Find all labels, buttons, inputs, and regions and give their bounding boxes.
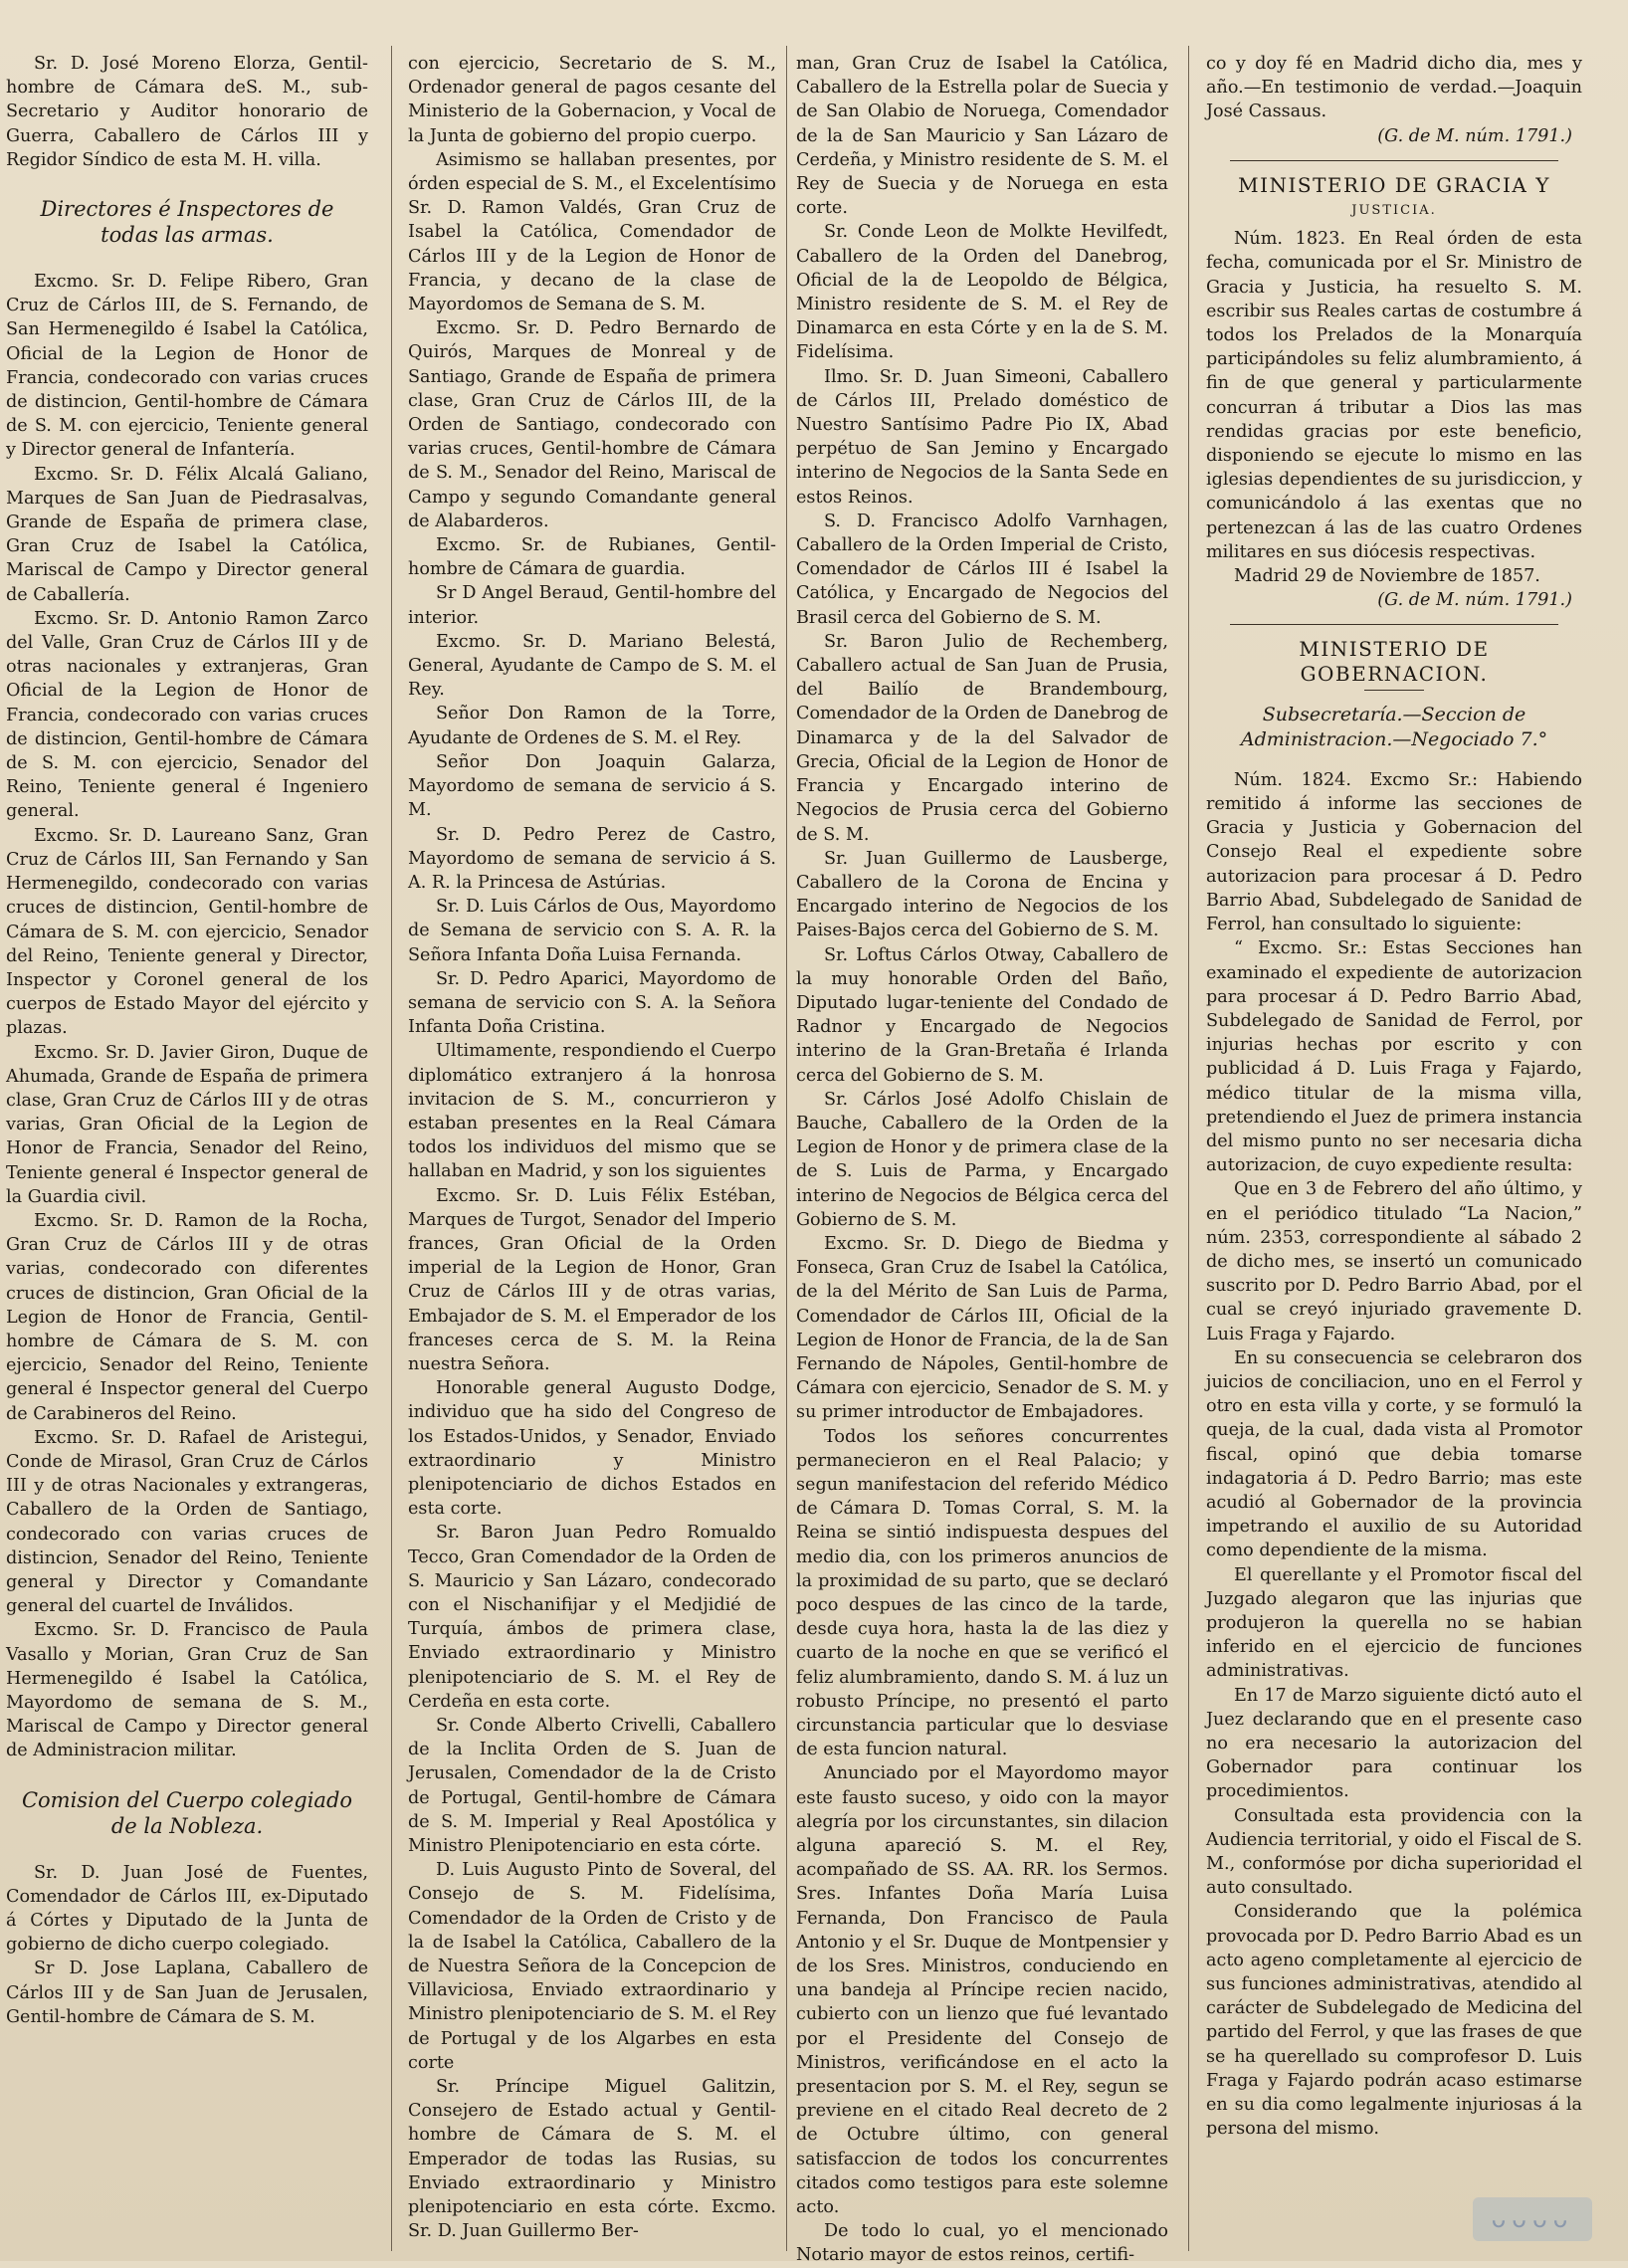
column-rule xyxy=(1188,46,1189,2251)
paragraph: S. D. Francisco Adolfo Varnhagen, Caballero de la Orden Imperial de Cristo, Comendador de Cárlos III é Isabel la Católica, y Encargado de Negocios del Brasil cerca del Gobierno de S. M. xyxy=(796,511,1168,628)
paragraph: Excmo. Sr. D. Laureano Sanz, Gran Cruz de Cárlos III, San Fernando y San Hermenegildo, condecorado con varias cruces de distincion, Gentil-hombre de Cámara de S. M. con ejercicio, Senador del Reino, Teniente general y Director, Inspector y Coronel general de los cuerpos de Estado Mayor del ejército y plazas. xyxy=(6,825,368,1039)
paragraph: con ejercicio, Secretario de S. M., Ordenador general de pagos cesante del Ministerio de la Gobernacion, y Vocal de la Junta de gobierno del propio cuerpo. xyxy=(408,54,776,146)
paragraph: Señor Don Ramon de la Torre, Ayudante de Ordenes de S. M. el Rey. xyxy=(408,704,776,748)
divider xyxy=(1364,690,1424,691)
paragraph: Excmo. Sr. D. Javier Giron, Duque de Ahumada, Grande de España de primera clase, Gran Cruz de Cárlos III y de otras varias, Gran Oficial de la Legion de Honor de Francia, Senador del Reino, Teniente general é Inspector general de la Guardia civil. xyxy=(6,1042,368,1207)
paragraph: Excmo. Sr. D. Felipe Ribero, Gran Cruz de Cárlos III, de S. Fernando, de San Hermenegildo é Isabel la Católica, Oficial de la Legion de Honor de Francia, condecorado con varias cruces de distincion, Gentil-hombre de Cámara de S. M. con ejercicio, Teniente general y Director general de Infantería. xyxy=(6,272,368,461)
paragraph: Sr. Cárlos José Adolfo Chislain de Bauche, Caballero de la Orden de la Legion de Honor y de primera clase de la de S. Luis de Parma, y Encargado interino de Negocios de Bélgica cerca del Gobierno de S. M. xyxy=(796,1089,1168,1230)
paragraph: Que en 3 de Febrero del año último, y en el periódico titulado “La Nacion,” núm. 2353, correspondiente al sábado 2 de dicho mes, se insertó un comunicado suscrito por D. Pedro Barrio Abad, por el cual se creyó injuriado gravemente D. Luis Fraga y Fajardo. xyxy=(1206,1179,1582,1344)
ministry-heading xyxy=(1206,173,1582,223)
paragraph: Excmo. Sr. D. Antonio Ramon Zarco del Valle, Gran Cruz de Cárlos III y de otras nacionales y extranjeras, Gran Oficial de la Legion de Honor de Francia, condecorado con varias cruces de distincion, Gentil-hombre de Cámara de S. M. con ejercicio, Senador del Reino, Teniente general é Ingeniero general. xyxy=(6,608,368,822)
paragraph: Excmo. Sr. D. Ramon de la Rocha, Gran Cruz de Cárlos III y de otras varias, condecorado con diferentes cruces de distincion, Gran Oficial de la Legion de Honor de Francia, Gentil-hombre de Cámara de S. M. con ejercicio, Senador del Reino, Teniente general é Inspector general del Cuerpo de Carabineros del Reino. xyxy=(6,1210,368,1424)
paragraph: Considerando que la polémica provocada por D. Pedro Barrio Abad es un acto ageno completamente al ejercicio de sus funciones administrativas, atendido al carácter de Subdelegado de Medicina del partido del Ferrol, y que las frases de que se ha querellado su comprofesor D. Luis Fraga y Fajardo podrán acaso estimarse en su dia como legalmente injuriosas á la persona del mismo. xyxy=(1206,1902,1582,2140)
paragraph: Anunciado por el Mayordomo mayor este fausto suceso, y oido con la mayor alegría por los circunstantes, sin dilacion alguna apareció S. M. el Rey, acompañado de SS. AA. RR. los Sermos. Sres. Infantes Doña María Luisa Fernanda, Don Francisco de Paula Antonio y el Sr. Duque de Montpensier y de los Sres. Ministros, conduciendo en una bandeja al Príncipe recien nacido, cubierto con un lienzo que fué levantado por el Presidente del Consejo de Ministros, verificándose en el acto la presentacion por S. M. el Rey, segun se previene en el citado Real decreto de 2 de Octubre último, con general satisfaccion de todos los concurrentes citados como testigos para este solemne acto. xyxy=(796,1763,1168,2218)
paragraph: Madrid 29 de Noviembre de 1857. xyxy=(1234,566,1540,587)
paragraph: Honorable general Augusto Dodge, individuo que ha sido del Congreso de los Estados-Unidos, y Senador, Enviado extraordinario y Ministro plenipotenciario de dichos Estados en esta corte. xyxy=(408,1378,776,1520)
paragraph: “ Excmo. Sr.: Estas Secciones han examinado el expediente de autorizacion para procesar á D. Pedro Barrio Abad, Subdelegado de Sanidad de Ferrol, por injurias hechas por escrito y con publicidad á D. Luis Fraga y Fajardo, médico titular de la misma villa, pretendiendo el Juez de primera instancia del mismo punto no ser necesaria dicha autorizacion, de cuyo expediente resulta: xyxy=(1206,938,1582,1176)
paragraph: El querellante y el Promotor fiscal del Juzgado alegaron que las injurias que produjeron la querella no se habian inferido en el ejercicio de funciones administrativas. xyxy=(1206,1564,1582,1682)
paragraph: Sr. Juan Guillermo de Lausberge, Caballero de la Corona de Encina y Encargado interino de Negocios de los Paises-Bajos cerca del Gobierno de S. M. xyxy=(796,848,1168,941)
paragraph: Sr. D. Luis Cárlos de Ous, Mayordomo de Semana de servicio con S. A. R. la Señora Infanta Doña Luisa Fernanda. xyxy=(408,897,776,965)
divider xyxy=(1230,160,1558,161)
paragraph: Excmo. Sr. de Rubianes, Gentil-hombre de Cámara de guardia. xyxy=(408,535,776,580)
library-stamp: ᴗᴗᴗᴗ xyxy=(1473,2197,1592,2241)
column-rule xyxy=(786,46,787,2251)
paragraph: Excmo. Sr. D. Diego de Biedma y Fonseca, Gran Cruz de Isabel la Católica, de la del Mérito de San Luis de Parma, Comendador de Cárlos III, Oficial de la Legion de Honor de Francia, de la de San Fernando de Nápoles, Gentil-hombre de Cámara con ejercicio, Senador de S. M. y su primer introductor de Embajadores. xyxy=(796,1233,1168,1423)
paragraph: Sr D. Jose Laplana, Caballero de Cárlos III y de San Juan de Jerusalen, Gentil-hombre de Cámara de S. M. xyxy=(6,1959,368,2027)
ministry-subtitle: JUSTICIA. xyxy=(1351,203,1437,219)
paragraph: Consultada esta providencia con la Audiencia territorial, y oido el Fiscal de S. M., conformóse por dicha superioridad el auto consultado. xyxy=(1206,1805,1582,1899)
paragraph: Sr. D. José Moreno Elorza, Gentil-hombre de Cámara deS. M., sub-Secretario y Auditor honorario de Guerra, Caballero de Cárlos III y Regidor Síndico de esta M. H. villa. xyxy=(6,54,368,170)
paragraph: co y doy fé en Madrid dicho dia, mes y año.—En testimonio de verdad.—Joaquin José Cassaus. xyxy=(1206,54,1582,122)
paragraph: Excmo. Sr. D. Mariano Belestá, General, Ayudante de Campo de S. M. el Rey. xyxy=(408,631,776,701)
paragraph: Sr. D. Pedro Aparici, Mayordomo de semana de servicio con S. A. la Señora Infanta Doña Cristina. xyxy=(408,968,776,1038)
ministry-title: MINISTERIO DE GRACIA Y xyxy=(1238,172,1550,197)
paragraph: Núm. 1824. Excmo Sr.: Habiendo remitido á informe las secciones de Gracia y Justicia y Gobernacion del Consejo Real el expediente sobre autorizacion para procesar á D. Pedro Barrio Abad, Subdelegado de Sanidad de Ferrol, han consultado lo siguiente: xyxy=(1206,769,1582,935)
paragraph: Núm. 1823. En Real órden de esta fecha, comunicada por el Sr. Ministro de Gracia y Justicia, ha resuelto S. M. escribir sus Reales cartas de costumbre á todos los Prelados de la Monarquía participándoles su feliz alumbramiento, á fin de que general y particularmente concurran á tributar a Dios las mas rendidas gracias por este beneficio, disponiendo se ejecute lo mismo en las iglesias dependientes de su jurisdiccion, y comunicándolo á las exentas que no pertenezcan á las de las cuatro Ordenes militares en sus diócesis respectivas. xyxy=(1206,229,1582,562)
paragraph: Excmo. Sr. D. Rafael de Aristegui, Conde de Mirasol, Gran Cruz de Cárlos III y de otras Nacionales y extrangeras, Caballero de la Orden de Santiago, condecorado con varias cruces de distincion, Senador del Reino, Teniente general y Director y Comandante general del cuartel de Inválidos. xyxy=(6,1427,368,1617)
paragraph: Sr D Angel Beraud, Gentil-hombre del interior. xyxy=(408,583,776,628)
column-4 xyxy=(1206,52,1582,2249)
paragraph: Asimismo se hallaban presentes, por órden especial de S. M., el Excelentísimo Sr. D. Ramon Valdés, Gran Cruz de Isabel la Católica, Comendador de Cárlos III y de la Legion de Honor de Francia, y decano de la clase de Mayordomos de Semana de S. M. xyxy=(408,149,776,315)
column-1 xyxy=(6,52,368,2249)
paragraph: Excmo. Sr. D. Francisco de Paula Vasallo y Morian, Gran Cruz de San Hermenegildo é Isabel la Católica, Mayordomo de semana de S. M., Mariscal de Campo y Director general de Administracion militar. xyxy=(6,1620,368,1761)
paragraph: Excmo. Sr. D. Pedro Bernardo de Quirós, Marques de Monreal y de Santiago, Grande de España de primera clase, Gran Cruz de Cárlos III, de la Orden de Santiago, condecorado con varias cruces, Gentil-hombre de Cámara de S. M., Senador del Reino, Mariscal de Campo y segundo Comandante general de Alabarderos. xyxy=(408,318,776,531)
ministry-heading: MINISTERIO DE GOBERNACION. xyxy=(1299,637,1490,686)
paragraph: Todos los señores concurrentes permanecieron en el Real Palacio; y segun manifestacion del referido Médico de Cámara D. Tomas Corral, S. M. la Reina se sintió indispuesta despues del medio dia, con los primeros anuncios de la proximidad de su parto, que se declaró poco despues de las cinco de la tarde, desde cuya hora, hasta la de las diez y cuarto de la noche en que se verificó el feliz alumbramiento, dando S. M. á luz un robusto Príncipe, no presentó el parto circunstancia particular que lo desviase de esta funcion natural. xyxy=(796,1426,1168,1760)
paragraph: En su consecuencia se celebraron dos juicios de conciliacion, uno en el Ferrol y otro en esta villa y corte, y se formuló la queja, de la cual, dada vista al Promotor fiscal, opinó que debia tomarse indagatoria á D. Pedro Barrio; mas este acudió al Gobernador de la provincia impetrando el auxilio de su Autoridad como dependiente de la misma. xyxy=(1206,1347,1582,1561)
paragraph: En 17 de Marzo siguiente dictó auto el Juez declarando que en el presente caso no era necesario la autorizacion del Gobernador para continuar los procedimientos. xyxy=(1206,1685,1582,1802)
paragraph: Sr. Baron Julio de Rechemberg, Caballero actual de San Juan de Prusia, del Bailío de Brandembourg, Comendador de la Orden de Danebrog de Dinamarca y de la del Salvador de Grecia, Oficial de la Legion de Honor de Francia y Encargado interino de Negocios de Prusia cerca del Gobierno de S. M. xyxy=(796,631,1168,845)
paragraph: Excmo. Sr. D. Félix Alcalá Galiano, Marques de San Juan de Piedrasalvas, Grande de España de primera clase, Gran Cruz de Isabel la Católica, Mariscal de Campo y Director general de Caballería. xyxy=(6,464,368,605)
paragraph: man, Gran Cruz de Isabel la Católica, Caballero de la Estrella polar de Suecia y de San Olabio de Noruega, Comendador de la de San Mauricio y San Lázaro de Cerdeña, y Ministro residente de S. M. el Rey de Suecia y de Noruega en esta corte. xyxy=(796,54,1168,219)
paragraph: Sr. Príncipe Miguel Galitzin, Consejero de Estado actual y Gentil-hombre de Cámara de S. M. el Emperador de todas las Rusias, su Enviado extraordinario y Ministro plenipotenciario en esta córte. Excmo. Sr. D. Juan Guillermo Ber- xyxy=(408,2077,776,2242)
paragraph: Ultimamente, respondiendo el Cuerpo diplomático extranjero á la honrosa invitacion de S. M., concurrieron y estaban presentes en la Real Cámara todos los individuos del mismo que se hallaban en Madrid, y son los siguientes xyxy=(408,1041,776,1182)
section-heading: Comision del Cuerpo colegiado de la Nobleza. xyxy=(21,1787,353,1838)
paragraph: De todo lo cual, yo el mencionado Notario mayor de estos reinos, certifi- xyxy=(796,2221,1168,2266)
paragraph: Sr. Loftus Cárlos Otway, Caballero de la muy honorable Orden del Baño, Diputado lugar-teniente del Condado de Radnor y Encargado de Negocios interino de la Gran-Bretaña é Irlanda cerca del Gobierno de S. M. xyxy=(796,944,1168,1086)
paragraph: Sr. D. Pedro Perez de Castro, Mayordomo de semana de servicio á S. A. R. la Princesa de Astúrias. xyxy=(408,824,776,893)
paragraph: D. Luis Augusto Pinto de Soveral, del Consejo de S. M. Fidelísima, Comendador de la Orden de Cristo y de la de Isabel la Católica, Caballero de la de Nuestra Señora de la Concepcion de Villaviciosa, Enviado extraordinario y Ministro plenipotenciario de S. M. el Rey de Portugal y de los Algarbes en esta corte xyxy=(408,1860,776,2073)
column-3 xyxy=(796,52,1168,2266)
paragraph: Ilmo. Sr. D. Juan Simeoni, Caballero de Cárlos III, Prelado doméstico de Nuestro Santísimo Padre Pio IX, Abad perpétuo de San Jemino y Encargado interino de Negocios de la Santa Sede en estos Reinos. xyxy=(796,366,1168,508)
paragraph: Sr. Conde Leon de Molkte Hevilfedt, Caballero de la Orden del Danebrog, Oficial de la de Leopoldo de Bélgica, Ministro residente de S. M. el Rey de Dinamarca en esta Córte y en la de S. M. Fidelísima. xyxy=(796,222,1168,363)
paragraph: Sr. D. Juan José de Fuentes, Comendador de Cárlos III, ex-Diputado á Córtes y Diputado de la Junta de gobierno de dicho cuerpo colegiado. xyxy=(6,1862,368,1956)
paragraph: Señor Don Joaquin Galarza, Mayordomo de semana de servicio á S. M. xyxy=(408,751,776,821)
subsection-heading: Subsecretaría.—Seccion de Administracion.—Negociado 7.° xyxy=(1240,703,1548,750)
paragraph: Sr. Conde Alberto Crivelli, Caballero de la Inclita Orden de S. Juan de Jerusalen, Comendador de la de Cristo de Portugal, Gentil-hombre de Cámara de S. M. Imperial y Real Apostólica y Ministro Plenipotenciario en esta córte. xyxy=(408,1716,776,1857)
paragraph: Excmo. Sr. D. Luis Félix Estéban, Marques de Turgot, Senador del Imperio frances, Gran Oficial de la Orden imperial de la Legion de Honor, Gran Cruz de Cárlos III y de otras varias, Embajador de S. M. el Emperador de los franceses cerca de S. M. la Reina nuestra Señora. xyxy=(408,1185,776,1374)
section-heading: Directores é Inspectores de todas las armas. xyxy=(40,197,334,248)
paragraph: Sr. Baron Juan Pedro Romualdo Tecco, Gran Comendador de la Orden de S. Mauricio y San Lázaro, condecorado con el Nischanifijar y el Medjidié de Turquía, ámbos de primera clase, Enviado extraordinario y Ministro plenipotenciario de S. M. el Rey de Cerdeña en esta corte. xyxy=(408,1523,776,1712)
column-2 xyxy=(408,52,776,2249)
column-rule xyxy=(391,46,392,2251)
gazette-reference: (G. de M. núm. 1791.) xyxy=(1377,590,1572,611)
gazette-reference: (G. de M. núm. 1791.) xyxy=(1377,125,1572,146)
divider xyxy=(1230,624,1558,625)
